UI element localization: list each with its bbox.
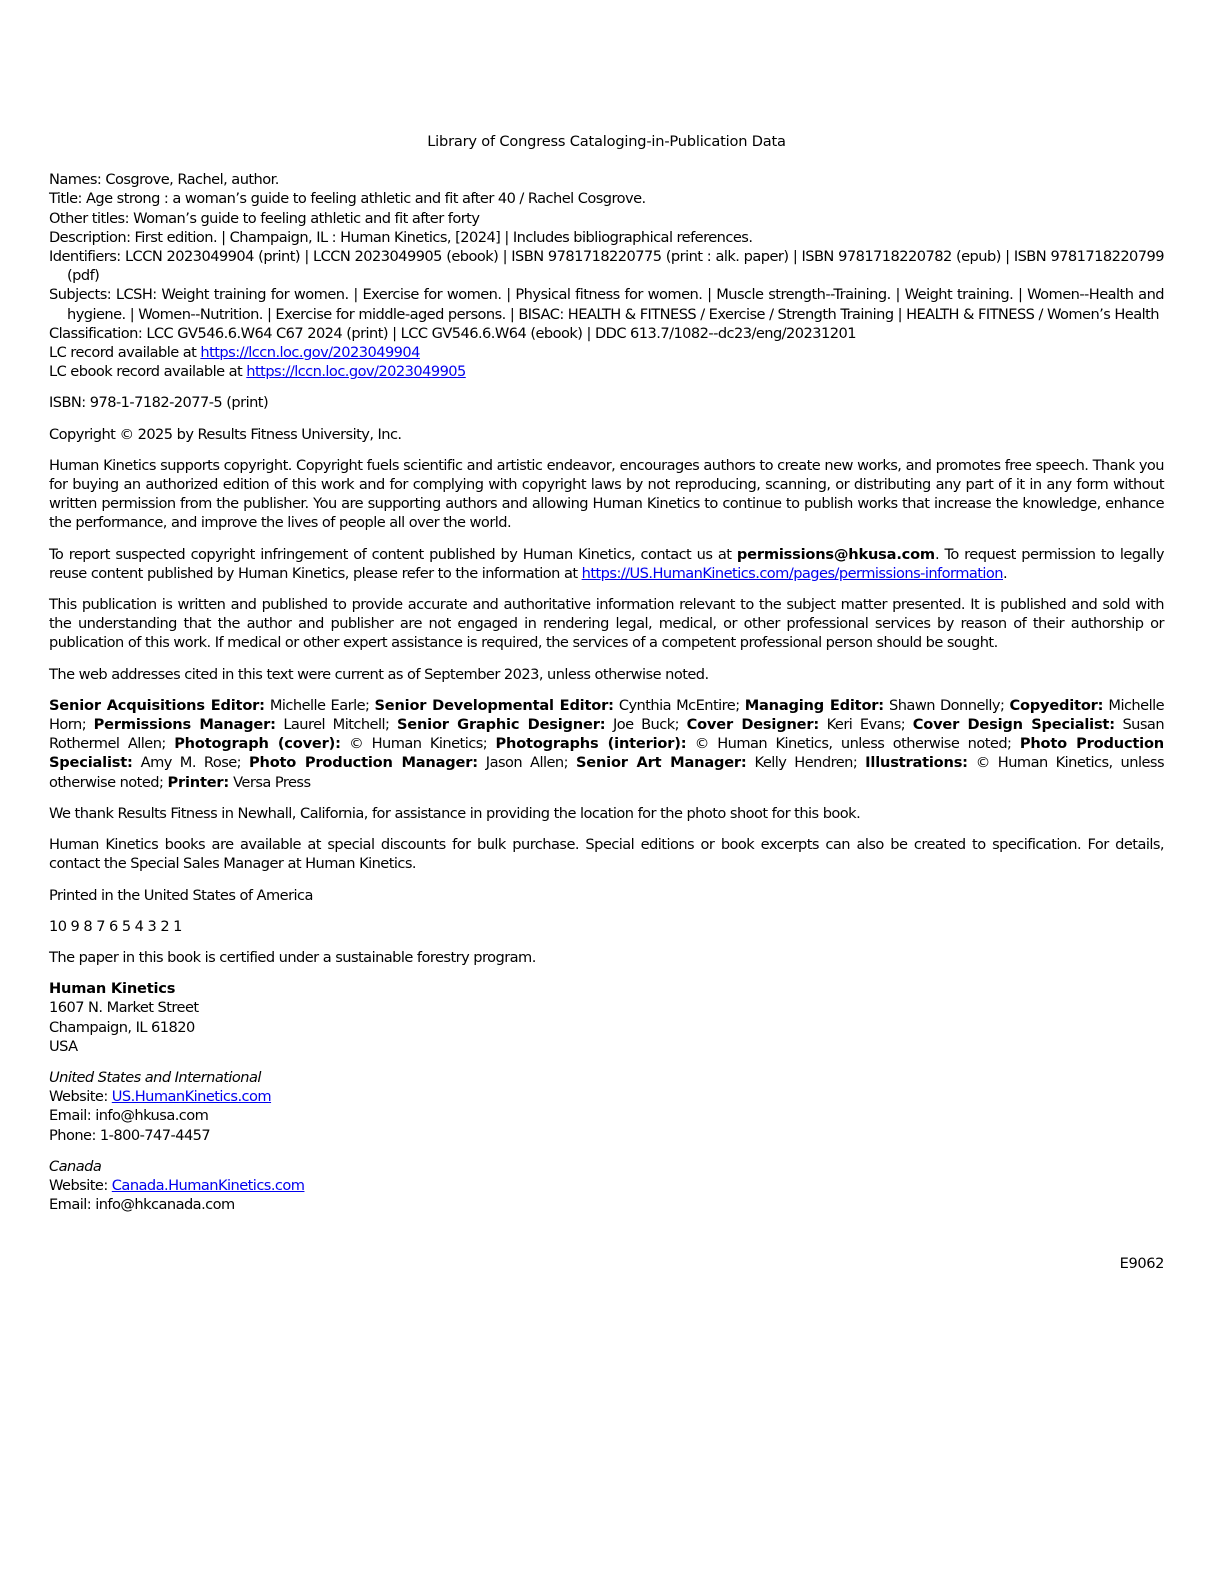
- credit-name: © Human Kinetics, unless otherwise noted;: [686, 735, 1020, 753]
- us-intl-heading: United States and International: [49, 1068, 261, 1086]
- credit-name: Kelly Hendren;: [746, 754, 866, 772]
- canada-contact: [49, 1157, 1164, 1215]
- cip-lc-ebook-record: [49, 362, 1164, 381]
- isbn: ISBN: 978-1-7182-2077-5 (print): [49, 394, 269, 412]
- credit-name: Shawn Donnelly;: [883, 696, 1010, 714]
- us-email: Email: info@hkusa.com: [49, 1107, 209, 1125]
- cip-names: Names: Cosgrove, Rachel, author.: [49, 171, 279, 189]
- credit-name: Jason Allen;: [477, 754, 576, 772]
- credit-role: Senior Graphic Designer:: [396, 716, 606, 734]
- web-addresses-note: The web addresses cited in this text were current as of September 2023, unless otherwise noted.: [49, 665, 709, 683]
- cip-subjects: Subjects: LCSH: Weight training for women. | Exercise for women. | Physical fitness for women. | Muscle strength--Training. | Weight training. | Women--Health and hygiene. | Women--Nutrition. | Exercise for middle-aged persons. | BISAC: HEALTH & FITNESS / Exercise / Strength Training | HEALTH & FITNESS / Women’s Health: [49, 286, 1164, 323]
- credit-role: Copyeditor:: [1009, 696, 1104, 714]
- cip-identifiers: Identifiers: LCCN 2023049904 (print) | LCCN 2023049905 (ebook) | ISBN 9781718220775 (print : alk. paper) | ISBN 9781718220782 (epub) | ISBN 9781718220799 (pdf): [49, 248, 1164, 285]
- us-phone: Phone: 1-800-747-4457: [49, 1126, 211, 1144]
- us-website-line: [49, 1087, 1164, 1106]
- canada-website-line: [49, 1176, 1164, 1195]
- us-intl-contact: [49, 1068, 1164, 1145]
- credit-name: Keri Evans;: [819, 716, 913, 734]
- credit-name: Cynthia McEntire;: [613, 696, 745, 714]
- thanks-paragraph: We thank Results Fitness in Newhall, California, for assistance in providing the location for the photo shoot for this book.: [49, 804, 861, 822]
- cip-description: Description: First edition. | Champaign, IL : Human Kinetics, [2024] | Includes bibliographical references.: [49, 228, 753, 246]
- permissions-info-link[interactable]: https://US.HumanKinetics.com/pages/permissions-information: [581, 564, 1004, 582]
- credit-name: Laurel Mitchell;: [275, 716, 397, 734]
- credit-name: Susan Rothermel Allen;: [49, 716, 1165, 753]
- credits-paragraph: [49, 696, 1164, 792]
- publisher-city: Champaign, IL 61820: [49, 1018, 195, 1036]
- credit-role: Photographs (interior):: [495, 735, 687, 753]
- us-website-label: Website:: [49, 1088, 112, 1106]
- credit-role: Managing Editor:: [744, 696, 884, 714]
- cip-data-block: [49, 170, 1164, 381]
- print-number-line: 10 9 8 7 6 5 4 3 2 1: [49, 917, 182, 935]
- credit-role: Photograph (cover):: [174, 735, 341, 753]
- us-website-link[interactable]: US.HumanKinetics.com: [111, 1088, 272, 1106]
- cip-lc-record: [49, 343, 1164, 362]
- canada-heading: Canada: [49, 1157, 102, 1175]
- lc-ebook-link[interactable]: https://lccn.loc.gov/2023049905: [246, 363, 466, 381]
- canada-website-link[interactable]: Canada.HumanKinetics.com: [111, 1176, 305, 1194]
- publisher-street: 1607 N. Market Street: [49, 999, 199, 1017]
- publisher-name: Human Kinetics: [49, 980, 176, 998]
- paper-certification: The paper in this book is certified under a sustainable forestry program.: [49, 948, 536, 966]
- cip-other-titles: Other titles: Woman’s guide to feeling athletic and fit after forty: [49, 209, 480, 227]
- product-code: E9062: [1119, 1255, 1164, 1272]
- credit-role: Senior Developmental Editor:: [374, 696, 614, 714]
- credit-role: Photo Production Specialist:: [49, 735, 1164, 772]
- disclaimer-paragraph: This publication is written and published to provide accurate and authoritative information relevant to the subject matter presented. It is published and sold with the understanding that the author and publisher are not engaged in rendering legal, medical, or other professional services by reason of their authorship or publication of this work. If medical or other expert assistance is required, the services of a competent professional person should be sought.: [49, 596, 1164, 652]
- credit-name: Versa Press: [229, 773, 311, 791]
- report-text-after: .: [1003, 564, 1008, 582]
- report-infringement-paragraph: [49, 545, 1164, 583]
- credit-role: Printer:: [167, 773, 230, 791]
- report-text-before: To report suspected copyright infringement of content published by Human Kinetics, contact us at: [49, 545, 737, 563]
- lc-record-link[interactable]: https://lccn.loc.gov/2023049904: [200, 344, 420, 362]
- credit-name: Joe Buck;: [605, 716, 687, 734]
- credit-role: Permissions Manager:: [93, 716, 276, 734]
- report-text-middle: . To request permission to legally reuse content published by Human Kinetics, please refer to the information at: [49, 545, 1164, 582]
- credit-role: Cover Designer:: [686, 716, 819, 734]
- credit-role: Photo Production Manager:: [249, 754, 478, 772]
- credit-role: Senior Acquisitions Editor:: [49, 696, 265, 714]
- credit-name: © Human Kinetics;: [340, 735, 496, 753]
- supports-copyright-paragraph: Human Kinetics supports copyright. Copyright fuels scientific and artistic endeavor, encourages authors to create new works, and promotes free speech. Thank you for buying an authorized edition of this work and for complying with copyright laws by not reproducing, scanning, or distributing any part of it in any form without written permission from the publisher. You are supporting authors and allowing Human Kinetics to continue to publish works that increase the knowledge, enhance the performance, and improve the lives of people all over the world.: [49, 456, 1164, 532]
- lc-ebook-label: LC ebook record available at: [49, 363, 247, 381]
- credit-name: Michelle Horn;: [49, 696, 1165, 734]
- lc-record-label: LC record available at: [49, 344, 201, 362]
- canada-email: Email: info@hkcanada.com: [49, 1196, 235, 1214]
- permissions-email: permissions@hkusa.com: [736, 545, 935, 563]
- copyright-line: Copyright © 2025 by Results Fitness University, Inc.: [49, 425, 402, 443]
- credit-role: Senior Art Manager:: [575, 754, 747, 772]
- publisher-address: [49, 979, 1164, 1056]
- credit-role: Cover Design Specialist:: [912, 716, 1115, 734]
- credit-name: Michelle Earle;: [264, 696, 375, 714]
- bulk-purchase-paragraph: Human Kinetics books are available at special discounts for bulk purchase. Special editions or book excerpts can also be created to specification. For details, contact the Special Sales Manager at Human Kinetics.: [49, 836, 1164, 873]
- printed-in-line: Printed in the United States of America: [49, 886, 313, 904]
- canada-website-label: Website:: [49, 1176, 112, 1194]
- credit-role: Illustrations:: [865, 754, 968, 772]
- cip-classification: Classification: LCC GV546.6.W64 C67 2024 (print) | LCC GV546.6.W64 (ebook) | DDC 613.7/1082--dc23/eng/20231201: [49, 324, 856, 342]
- credit-name: © Human Kinetics, unless otherwise noted;: [49, 754, 1165, 791]
- credit-name: Amy M. Rose;: [132, 754, 250, 772]
- publisher-country: USA: [49, 1037, 78, 1055]
- cip-title: Library of Congress Cataloging-in-Publication Data: [427, 133, 786, 150]
- page-content: [49, 132, 1164, 1226]
- cip-title-line: Title: Age strong : a woman’s guide to feeling athletic and fit after 40 / Rachel Cosgrove.: [49, 190, 646, 208]
